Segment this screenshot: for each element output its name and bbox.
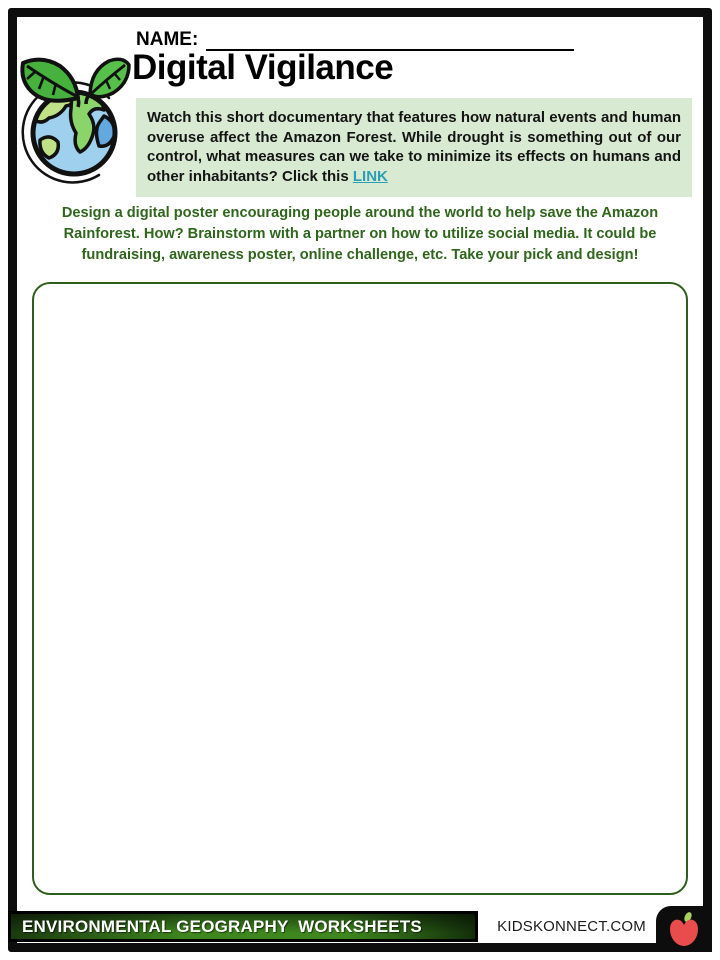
footer-banner-label: ENVIRONMENTAL GEOGRAPHY WORKSHEETS: [22, 916, 422, 936]
leaf-right-icon: [90, 59, 129, 97]
poster-design-area[interactable]: [32, 282, 688, 895]
name-label: NAME:: [136, 29, 199, 50]
apple-icon: [668, 910, 700, 948]
earth-with-leaves-icon: [14, 34, 134, 188]
site-name: KIDSKONNECT.COM: [497, 918, 646, 935]
leaf-left-icon: [22, 60, 78, 101]
video-instruction-box: [136, 98, 692, 197]
task-instructions: Design a digital poster encouraging people around the world to help save the Amazon Rainforest. How? Brainstorm with a partner on how to utilize social media. It could be fundraising, awareness poster, online challenge, etc. Take your pick and design!: [61, 205, 659, 263]
page-title: Digital Vigilance: [132, 48, 394, 87]
video-instruction-text: Watch this short documentary that features how natural events and human overuse affect the Amazon Forest. While drought is something out of our control, what measures can we take to minimize its effects on humans and other inhabitants? Click this: [147, 109, 681, 185]
video-link[interactable]: LINK: [352, 167, 388, 185]
kidskonnect-logo-badge: [656, 906, 712, 952]
footer-banner: [8, 911, 478, 942]
